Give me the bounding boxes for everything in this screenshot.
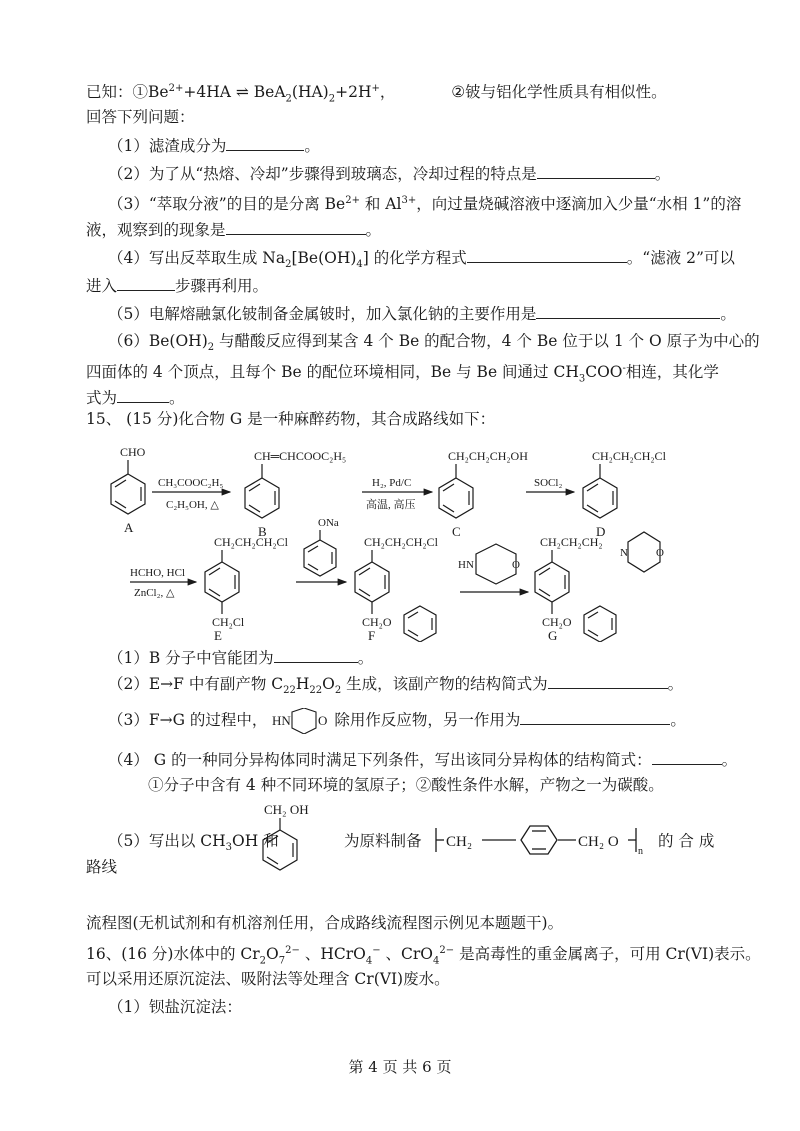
E-label: E	[214, 628, 222, 642]
answer-blank[interactable]	[520, 708, 670, 725]
answer-blank[interactable]	[117, 386, 169, 403]
benzene-ring-G-phenoxy	[584, 606, 616, 642]
answer-blank[interactable]	[226, 218, 366, 235]
benzene-ring-E	[205, 550, 239, 614]
equilibrium-arrow: ⇌	[235, 83, 249, 102]
svg-text:CH₂ OH: CH₂ OH	[264, 802, 309, 817]
A-label: A	[124, 520, 134, 535]
polymer-structure	[432, 816, 652, 866]
q14-part2: （2）为了从“热熔、冷却”步骤得到玻璃态，冷却过程的特点是 。	[108, 162, 670, 185]
G-label: G	[548, 628, 558, 642]
answer-blank[interactable]	[548, 672, 668, 689]
G-morpholine-N: N	[620, 547, 628, 559]
arrow2-condition: 高温, 高压	[366, 499, 416, 511]
phenolate-ONa: ONa	[318, 517, 339, 529]
arrow3-reagent: SOCl₂	[534, 477, 563, 489]
answer-blank[interactable]	[536, 302, 720, 319]
q14-part4: （4）写出反萃取生成 $Na_2[Be(OH)_4]$ 的化学方程式 。“滤液 2”可以	[108, 246, 735, 276]
benzene-ring-A	[111, 460, 145, 514]
synthesis-scheme	[0, 436, 800, 642]
svg-text:CH₂ O: CH₂ O	[578, 834, 619, 850]
q14-part4-cont: 进入 步骤再利用。	[86, 274, 268, 297]
q14-part6: $(6)Be(OH)_2$ 与醋酸反应得到某含 4 个 Be 的配合物，4 个 Be 位于以 1 个 O 原子为中心的	[108, 332, 760, 354]
answer-blank[interactable]	[652, 748, 722, 765]
B-substituent: CH═CHCOOC₂H₅	[254, 449, 347, 463]
answer-blank[interactable]	[226, 134, 304, 151]
q16-part1: （1）钡盐沉淀法：	[108, 998, 242, 1016]
benzene-ring-F	[355, 550, 389, 614]
A-substituent: CHO	[120, 445, 146, 459]
page-footer: 第 4 页 共 6 页	[348, 1058, 452, 1076]
answer-blank[interactable]	[274, 646, 358, 663]
benzene-ring-B	[245, 464, 279, 518]
q14-part1: （1）滤渣成分为 。	[108, 134, 320, 157]
benzene-ring-F-phenoxy	[404, 606, 436, 642]
q15-part2: （2）E→F 中有副产物 $C_{22}H_{22}O_2$ 生成，该副产物的结构简式为 。	[108, 672, 683, 702]
morpholine-HN: HN	[458, 559, 474, 571]
q14-part6-cont: 四面体的 4 个顶点，且每个 Be 的配位环境相同，Be 与 Be 间通过 $CH_3COO^-$相连，其化学	[86, 363, 719, 385]
B-label: B	[258, 524, 267, 539]
q15-part1: （1）B 分子中官能团为 。	[108, 646, 373, 669]
q15-part4: （4） G 的一种同分异构体同时满足下列条件，写出该同分异构体的结构简式： 。	[108, 748, 737, 771]
q15-part4-conditions: ①分子中含有 4 种不同环境的氢原子；②酸性条件水解，产物之一为碳酸。	[148, 776, 664, 794]
answer-blank[interactable]	[117, 274, 175, 291]
morpholine-O: O	[512, 559, 520, 571]
q15-part5-mid: 为原料制备	[344, 832, 422, 850]
C-label: C	[452, 524, 461, 539]
q16-header: 16、(16 分)水体中的 $Cr_2O_7^{2-}$ 、HCrO$_4$− 、CrO$_4^{2-}$ 是高毒性的重金属离子，可用 Cr(VI)表示。	[86, 945, 761, 967]
intro-line: 回答下列问题：	[86, 108, 195, 126]
svg-text:HN: HN	[272, 713, 292, 728]
G-morpholine-O: O	[656, 547, 664, 559]
arrow4-condition: ZnCl₂, △	[134, 587, 175, 599]
G-top-chain: CH₂CH₂CH₂	[540, 535, 603, 549]
D-substituent: CH₂CH₂CH₂Cl	[592, 449, 666, 463]
benzene-ring-D	[583, 464, 617, 518]
F-label: F	[368, 628, 376, 642]
G-bottom-chain: CH₂O	[542, 615, 572, 629]
svg-text:n: n	[638, 846, 643, 857]
benzene-ring-C	[439, 464, 473, 518]
answer-blank[interactable]	[537, 162, 655, 179]
D-label: D	[596, 524, 606, 539]
F-top-chain: CH₂CH₂CH₂Cl	[364, 535, 438, 549]
arrow4-reagent: HCHO, HCl	[130, 567, 186, 579]
morpholine-ring-reagent	[476, 544, 516, 584]
benzene-ring-phenolate	[304, 530, 336, 576]
svg-text:CH₂: CH₂	[446, 834, 473, 850]
arrow1-reagent: CH₃COOC₂H₅	[158, 477, 224, 489]
arrow1-condition: C₂H₅OH, △	[166, 499, 219, 511]
total-pages: 6	[422, 1058, 432, 1076]
E-bottom-chain: CH₂Cl	[212, 615, 245, 629]
known-conditions: 已知：$①Be^{2+}+4HA$ ⇌ $BeA_2(HA)_2+2H^+$， ②铍与铝化学性质具有相似性。	[86, 83, 667, 105]
q15-header: 15、 (15 分)化合物 G 是一种麻醉药物，其合成路线如下：	[86, 410, 496, 428]
benzyl-alcohol-structure	[252, 800, 312, 876]
answer-blank[interactable]	[467, 246, 627, 263]
q14-part3: （3）“萃取分液”的目的是分离 $Be^{2+}$ 和 $Al^{3+}$，向过量烧碱溶液中逐滴加入少量“水相 1”的溶	[108, 195, 742, 214]
C-substituent: CH₂CH₂CH₂OH	[448, 449, 528, 463]
q14-part5: （5）电解熔融氯化铍制备金属铍时，加入氯化钠的主要作用是 。	[108, 302, 736, 325]
E-top-chain: CH₂CH₂CH₂Cl	[214, 535, 288, 549]
page-number: 4	[368, 1058, 378, 1076]
q15-part5-end: 的 合 成	[658, 832, 715, 850]
arrow2-reagent: H₂, Pd/C	[372, 477, 412, 489]
benzene-ring-G	[535, 550, 569, 614]
q15-part5-note: 流程图(无机试剂和有机溶剂任用，合成路线流程图示例见本题题干)。	[86, 914, 564, 932]
morpholine-inline-icon	[272, 708, 334, 734]
q14-part6-end: 式为 。	[86, 386, 185, 409]
q15-part3: （3）F→G 的过程中， HN O 除用作反应物，另一作用为 。	[108, 708, 686, 734]
q15-part5-route: 路线	[86, 858, 118, 876]
q15-part5: （5）写出以 $CH_3OH$ 和	[108, 832, 279, 854]
svg-text:O: O	[318, 713, 328, 728]
q16-line2: 可以采用还原沉淀法、吸附法等处理含 Cr(VI)废水。	[86, 970, 450, 988]
q14-part3-cont: 液，观察到的现象是 。	[86, 218, 381, 241]
F-bottom-chain: CH₂O	[362, 615, 392, 629]
